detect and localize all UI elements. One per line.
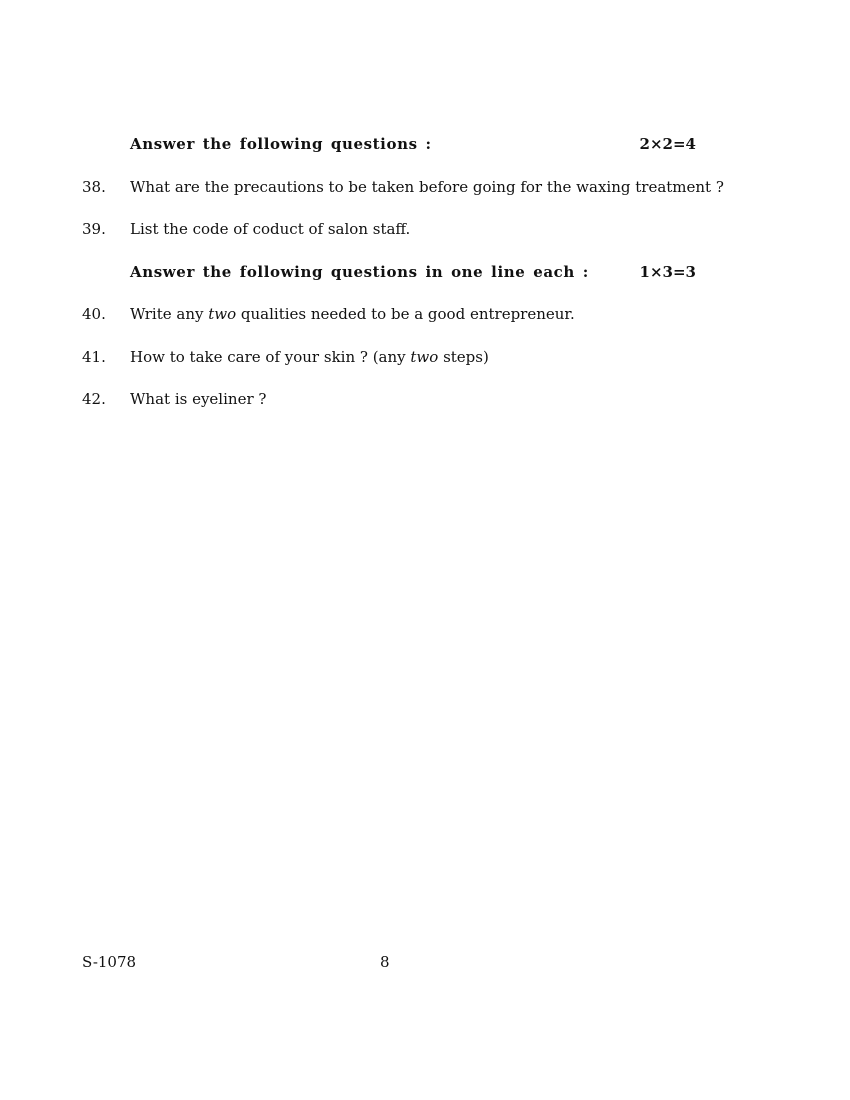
question-number: 41. [82, 348, 106, 366]
paper-code: S-1078 [82, 953, 137, 971]
question-number: 39. [82, 220, 106, 238]
section-1-instruction: Answer the following questions : [130, 135, 432, 153]
question-text: How to take care of your skin ? (any two steps) [130, 348, 489, 366]
question-text: Write any two qualities needed to be a good entrepreneur. [130, 305, 575, 323]
section-2-marks: 1×3=3 [639, 263, 696, 281]
question-text: What are the precautions to be taken before going for the waxing treatment ? [130, 178, 724, 196]
question-number: 40. [82, 305, 106, 323]
question-number: 38. [82, 178, 106, 196]
section-2-instruction: Answer the following questions in one line each : [130, 263, 589, 281]
question-text: List the code of coduct of salon staff. [130, 220, 411, 238]
question-38 [82, 178, 724, 196]
question-42 [82, 390, 702, 408]
section-heading-1 [130, 135, 696, 153]
section-1-marks: 2×2=4 [639, 135, 696, 153]
question-41 [82, 348, 702, 366]
question-number: 42. [82, 390, 106, 408]
section-heading-2 [130, 263, 696, 281]
question-39 [82, 220, 702, 238]
question-40 [82, 305, 702, 323]
question-text: What is eyeliner ? [130, 390, 267, 408]
page-number: 8 [380, 953, 390, 971]
